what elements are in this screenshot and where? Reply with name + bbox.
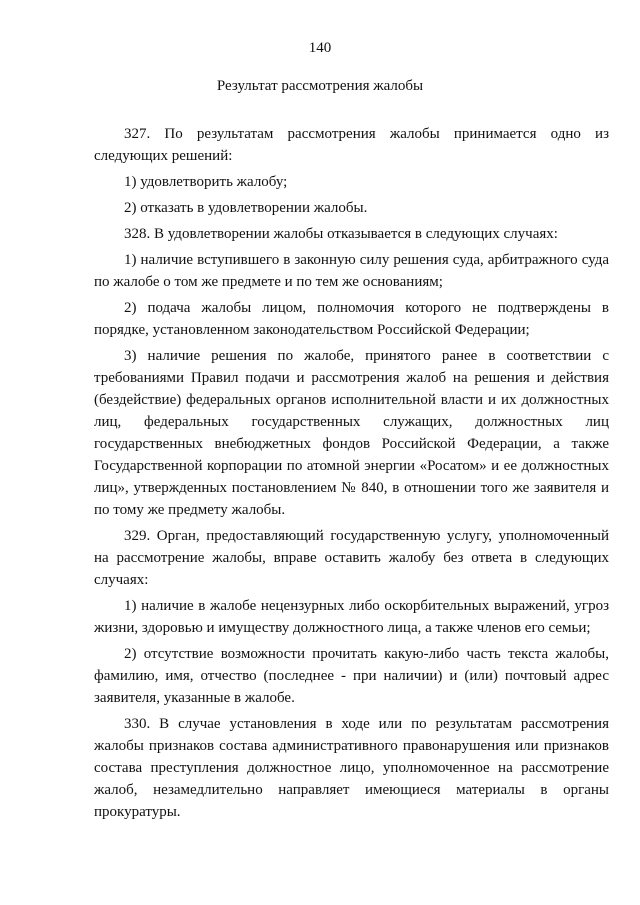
paragraph-330: 330. В случае установления в ходе или по результатам рассмотрения жалобы признаков состава административного правонарушения или признаков состава преступления должностное лицо, уполномоченное на рассмотрение жалоб, незамедлительно направляет имеющиеся материалы в органы прокуратуры.: [94, 716, 609, 820]
paragraph-327-item-1: 1) удовлетворить жалобу;: [124, 174, 288, 190]
paragraph-329-item-2: 2) отсутствие возможности прочитать какую-либо часть текста жалобы, фамилию, имя, отчество (последнее - при наличии) и (или) почтовый адрес заявителя, указанные в жалобе.: [94, 646, 609, 706]
paragraph-327: 327. По результатам рассмотрения жалобы принимается одно из следующих решений:: [94, 126, 609, 164]
page-number: 140: [308, 40, 332, 56]
document-body: [94, 123, 609, 823]
paragraph-328-item-2: 2) подача жалобы лицом, полномочия которого не подтверждены в порядке, установленном законодательством Российской Федерации;: [94, 300, 609, 338]
paragraph-327-item-2: 2) отказать в удовлетворении жалобы.: [124, 200, 368, 216]
paragraph-329: 329. Орган, предоставляющий государственную услугу, уполномоченный на рассмотрение жалобы, вправе оставить жалобу без ответа в следующих случаях:: [94, 528, 609, 588]
paragraph-328: 328. В удовлетворении жалобы отказывается в следующих случаях:: [124, 226, 558, 242]
section-heading: Результат рассмотрения жалобы: [216, 78, 424, 94]
paragraph-328-item-3: 3) наличие решения по жалобе, принятого ранее в соответствии с требованиями Правил подачи и рассмотрения жалоб на решения и действия (бездействие) федеральных органов исполнительной власти и их должностных лиц, федеральных государственных служащих, должностных лиц государственных внебюджетных фондов Российской Федерации, а также Государственной корпорации по атомной энергии «Росатом» и ее должностных лиц», утвержденных постановлением № 840, в отношении того же заявителя и по тому же предмету жалобы.: [94, 348, 609, 518]
paragraph-329-item-1: 1) наличие в жалобе нецензурных либо оскорбительных выражений, угроз жизни, здоровью и имуществу должностного лица, а также членов его семьи;: [94, 598, 609, 636]
paragraph-328-item-1: 1) наличие вступившего в законную силу решения суда, арбитражного суда по жалобе о том же предмете и по тем же основаниям;: [94, 252, 609, 290]
